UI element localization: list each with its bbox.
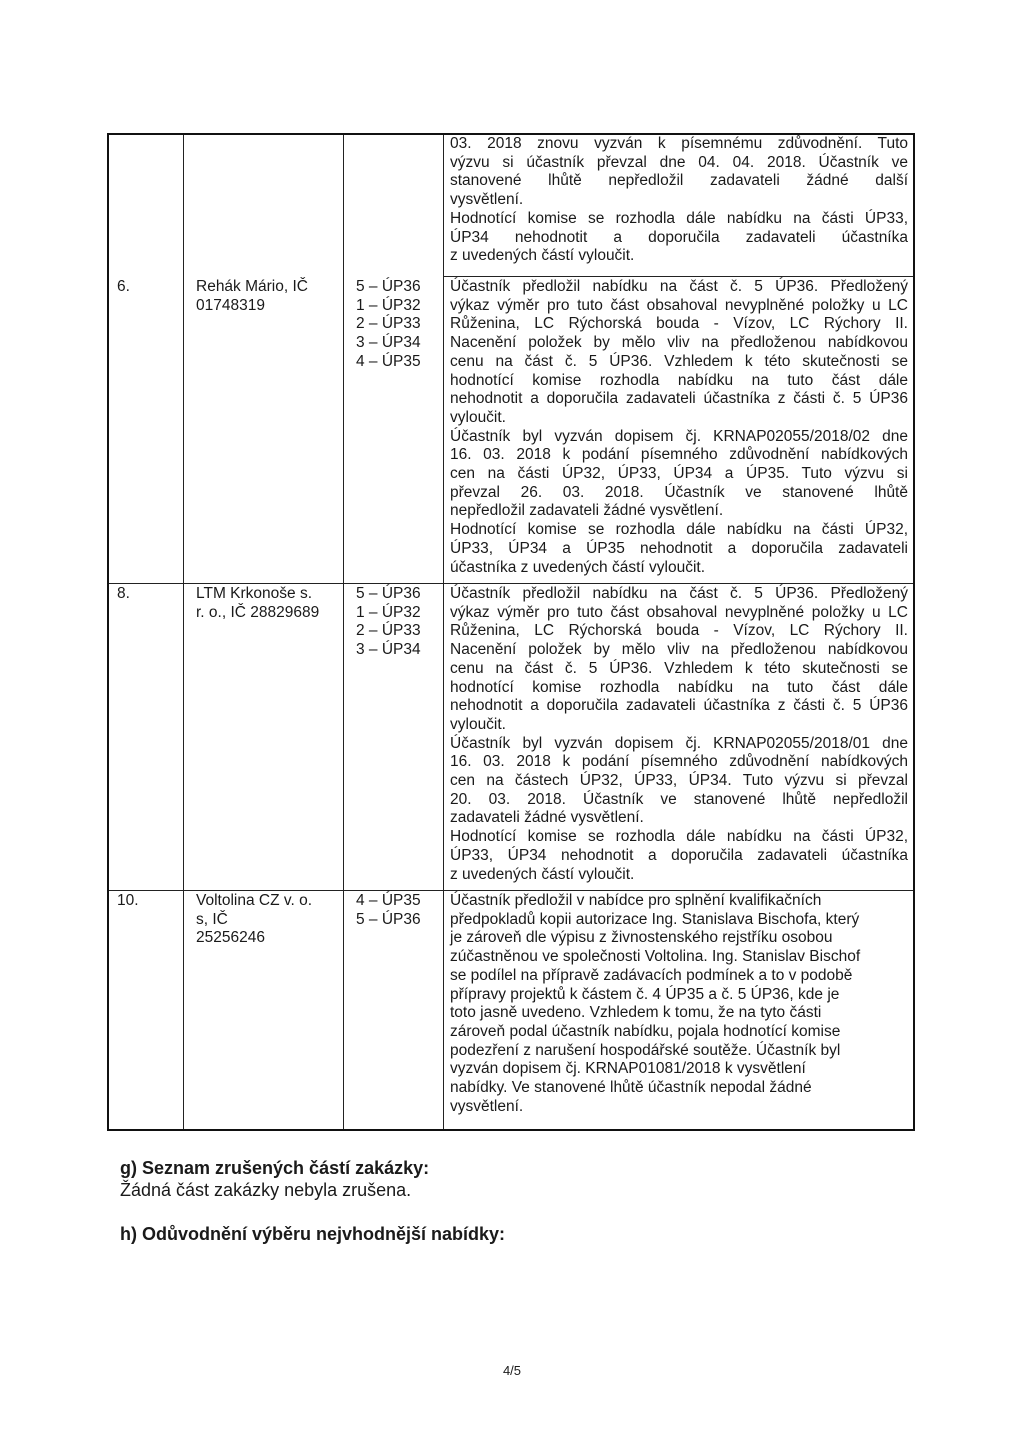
continued-text: 03. 2018 znovu vyzván k písemnému zdůvodnění. Tuto výzvu si účastník převzal dne 04. 04. 2018. Účastník ve stanovené lhůtě nepředložil zadavateli žádné další vysvětlení. Hodnotící komise se rozhodla dále nabídku na části ÚP33, ÚP34 nehodnotit a doporučila zadavateli účastníka z uvedených částí vyloučit. xyxy=(450,135,908,265)
section-h-heading: h) Odůvodnění výběru nejvhodnější nabídky: xyxy=(120,1224,506,1244)
page-number: 4/5 xyxy=(502,1363,522,1378)
justification-text: Účastník předložil v nabídce pro splnění kvalifikačních předpokladů kopii autorizace Ing. Stanislava Bischofa, který je zároveň dle výpisu z živnostenského rejstříku osobou zúčastněnou ve společnosti Voltolina. Ing. Stanislav Bischof se podílel na přípravě zadávacích podmínek a to v podobě přípravy projektů k částem č. 4 ÚP35 a č. 5 ÚP36, kde je toto jasně uvedeno. Vzhledem k tomu, že na tyto části zároveň podal účastník nabídku, pojala hodnotící komise podezření z narušení hospodářské soutěže. Účastník byl vyzván dopisem čj. KRNAP01081/2018 k vysvětlení nabídky. Ve stanovené lhůtě účastník nepodal žádné vysvětlení. xyxy=(450,892,861,1115)
section-g-heading: g) Seznam zrušených částí zakázky: xyxy=(120,1158,430,1178)
justification-text: Účastník předložil nabídku na část č. 5 ÚP36. Předložený výkaz výměr pro tuto část obsahoval nevyplněné položky u LC Růženina, LC Rýchorská bouda - Vízov, LC Rýchory II. Nacenění položek by mělo vliv na předloženou nabídkovou cenu na část č. 5 ÚP36. Vzhledem k této skutečnosti se hodnotící komise rozhodla nabídku na tuto část dále nehodnotit a doporučila zadavateli účastníka z části č. 5 ÚP36 vyloučit. Účastník byl vyzván dopisem čj. KRNAP02055/2018/01 dne 16. 03. 2018 k podání písemného zdůvodnění nabídkových cen na částech ÚP32, ÚP33, ÚP34. Tuto výzvu si převzal 20. 03. 2018. Účastník ve stanovené lhůtě nepředložil zadavateli žádné vysvětlení. Hodnotící komise se rozhodla dále nabídku na části ÚP32, ÚP33, ÚP34 nehodnotit a doporučila zadavateli účastníka z uvedených částí vyloučit. xyxy=(450,585,908,883)
participant-name: Voltolina CZ v. o. s, IČ 25256246 xyxy=(196,892,313,947)
column-divider xyxy=(183,135,184,1129)
evaluation-table xyxy=(107,133,915,1131)
row-number: 10. xyxy=(117,892,139,909)
row-number: 8. xyxy=(117,585,130,602)
offered-parts: 5 – ÚP36 1 – ÚP32 2 – ÚP33 3 – ÚP34 4 – ÚP35 xyxy=(356,278,421,370)
offered-parts: 4 – ÚP35 5 – ÚP36 xyxy=(356,892,421,928)
participant-name: LTM Krkonoše s. r. o., IČ 28829689 xyxy=(196,585,320,621)
section-g-text: Žádná část zakázky nebyla zrušena. xyxy=(120,1180,412,1200)
row-divider xyxy=(109,583,913,584)
column-divider xyxy=(443,135,444,1129)
row-number: 6. xyxy=(117,278,130,295)
participant-name: Rehák Mário, IČ 01748319 xyxy=(196,278,308,314)
row-divider xyxy=(109,890,913,891)
row-divider xyxy=(443,276,913,277)
offered-parts: 5 – ÚP36 1 – ÚP32 2 – ÚP33 3 – ÚP34 xyxy=(356,585,421,659)
justification-text: Účastník předložil nabídku na část č. 5 ÚP36. Předložený výkaz výměr pro tuto část obsahoval nevyplněné položky u LC Růženina, LC Rýchorská bouda - Vízov, LC Rýchory II. Nacenění položek by mělo vliv na předloženou nabídkovou cenu na část č. 5 ÚP36. Vzhledem k této skutečnosti se hodnotící komise rozhodla nabídku na tuto část dále nehodnotit a doporučila zadavateli účastníka z části č. 5 ÚP36 vyloučit. Účastník byl vyzván dopisem čj. KRNAP02055/2018/02 dne 16. 03. 2018 k podání písemného zdůvodnění nabídkových cen na části ÚP32, ÚP33, ÚP34 a ÚP35. Tuto výzvu si převzal 26. 03. 2018. Účastník ve stanovené lhůtě nepředložil zadavateli žádné vysvětlení. Hodnotící komise se rozhodla dále nabídku na části ÚP32, ÚP33, ÚP34 a ÚP35 nehodnotit a doporučila zadavateli účastníka z uvedených částí vyloučit. xyxy=(450,278,908,576)
